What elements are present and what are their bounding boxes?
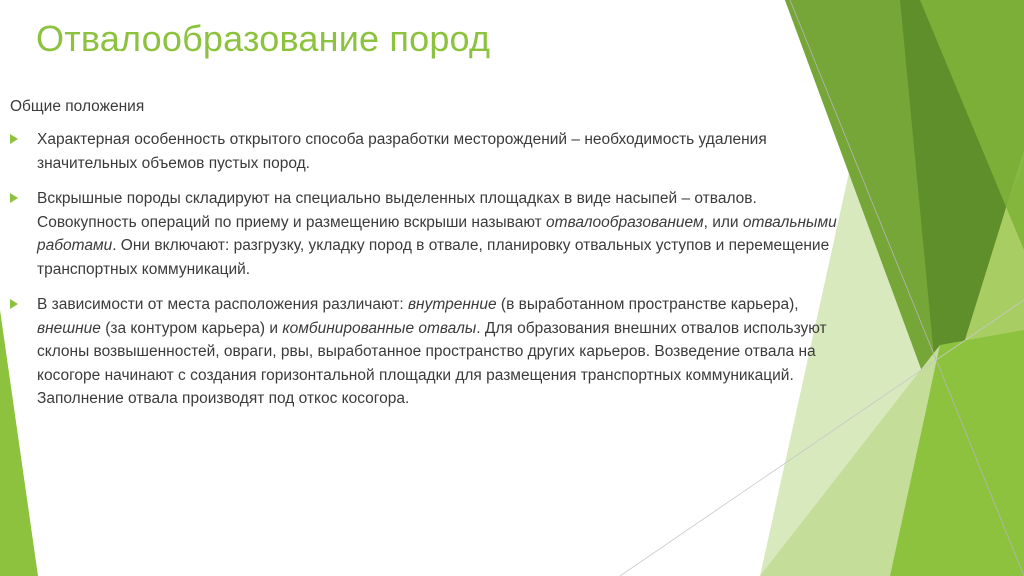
page-title: Отвалообразование пород [36,18,491,59]
bullet-text: . Они включают: разгрузку, укладку пород в отвале, планировку отвальных уступов и перемещение транспортных коммуникаций. [37,237,830,278]
arrow-bullet-icon [10,299,18,309]
bullet-item [10,128,850,175]
italic-term: внешние [37,319,101,337]
bullet-text: (за контуром карьера) и [100,319,283,337]
bullet-text: Характерная особенность открытого способа разработки месторождений – необходимость удаления значительных объемов пустых пород. [37,131,767,172]
bullet-text: (в выработанном пространстве карьера), [496,296,799,313]
bullet-text: В зависимости от места расположения различают: [37,296,408,313]
bullet-item [10,187,850,281]
section-heading: Общие положения [10,98,145,115]
arrow-bullet-icon [10,134,18,144]
bullet-text: . Для образования внешних отвалов используют склоны возвышенностей, овраги, рвы, выработанное пространство других карьеров. Возведение отвала на косогоре начинают с создания горизонтальной площадки для размещения транспортных коммуникаций. Заполнение отвала производят под откос косогора. [37,319,827,407]
arrow-bullet-icon [10,193,18,203]
bullet-list [10,128,850,423]
italic-term: отвалообразованием [546,213,704,231]
bullet-text: , или [703,213,743,231]
bullet-text: Вскрышные породы складируют на специально выделенных площадках в виде насыпей – отвалов. Совокупность операций по приему и размещению вскрыши называют [37,190,757,231]
bullet-item [10,293,850,411]
italic-term: внутренние [407,296,497,313]
italic-term: отвальными работами [37,213,837,254]
italic-term: комбинированные отвалы [282,319,477,337]
